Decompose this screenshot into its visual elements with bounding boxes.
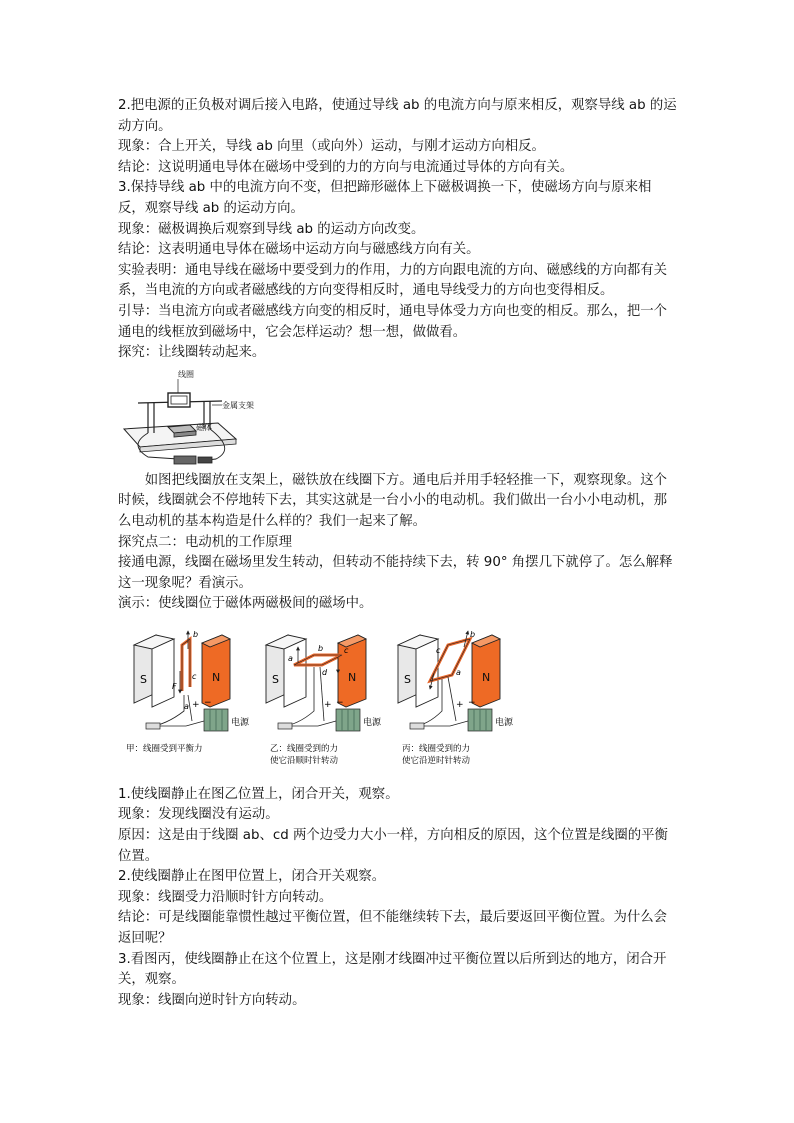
bracket-label: 金属支架 (222, 400, 254, 410)
magnet-label: 磁体 (196, 422, 212, 432)
para-step2: 2.把电源的正负极对调后接入电路，使通过导线 ab 的电流方向与原来相反，观察导线 ab 的运动方向。 (118, 98, 677, 134)
label-F-jia: F (172, 681, 177, 691)
para-step3-bing: 3.看图丙，使线圈静止在这个位置上，这是刚才线圈冲过平衡位置以后所到达的地方，闭合开关，观察。 (118, 951, 667, 988)
para-power-on: 接通电源，线圈在磁场里发生转动，但转动不能持续下去，转 90° 角摆几下就停了。怎么解释这一现象呢？看演示。 (118, 555, 673, 591)
caption-yi-line2: 使它沿顺时针转动 (270, 755, 339, 766)
pole-n-bing: N (482, 670, 491, 684)
plus-jia: + (192, 699, 200, 710)
label-c-jia: c (192, 671, 197, 681)
coil-bracket-figure (118, 367, 254, 469)
para-conclusion-2: 结论：这表明通电导体在磁场中运动方向与磁感线方向有关。 (118, 242, 480, 258)
motor-principle-figure (126, 625, 514, 775)
caption-jia: 甲：线圈受到平衡力 (126, 743, 203, 754)
para-phenomenon-1: 现象：合上开关，导线 ab 向里（或向外）运动，与刚才运动方向相反。 (118, 139, 545, 155)
para-explore: 探究：让线圈转动起来。 (118, 345, 266, 361)
para-phenomenon-4: 现象：线圈受力沿顺时针方向转动。 (118, 889, 333, 905)
para-coil-experiment: 如图把线圈放在支架上，磁铁放在线圈下方。通电后并用手轻轻推一下，观察现象。这个时候，线圈就会不停地转下去，其实这就是一台小小的电动机。我们做出一台小小电动机，那么电动机的基本构造是什么样的？我们一起来了解。 (118, 472, 668, 529)
panel-yi (266, 635, 382, 766)
label-a-jia: a (184, 701, 189, 711)
label-a-yi: a (288, 653, 293, 663)
para-step1-yi: 1.使线圈静止在图乙位置上，闭合开关，观察。 (118, 786, 399, 802)
power-label-bing: 电源 (495, 717, 514, 728)
minus-jia: − (204, 697, 212, 708)
power-label-yi: 电源 (363, 717, 382, 728)
pole-s-bing: S (404, 672, 411, 686)
para-guide: 引导：当电流方向或者磁感线方向变的相反时，通电导体受力方向也变的相反。那么，把一个通电的线框放到磁场中，它会怎样运动？想一想，做做看。 (118, 303, 668, 340)
label-c-yi: c (344, 645, 349, 655)
para-phenomenon-2: 现象：磁极调换后观察到导线 ab 的运动方向改变。 (118, 221, 425, 237)
pole-s-yi: S (272, 672, 279, 686)
para-step3: 3.保持导线 ab 中的电流方向不变，但把蹄形磁体上下磁极调换一下，使磁场方向与原来相反，观察导线 ab 的运动方向。 (118, 180, 652, 216)
coil-label: 线圈 (178, 369, 194, 379)
panel-bing (398, 630, 514, 766)
minus-bing: − (468, 697, 476, 708)
para-experiment-result: 实验表明：通电导线在磁场中要受到力的作用，力的方向跟电流的方向、磁感线的方向都有关系，当电流的方向或者磁感线的方向变得相反时，通电导线受力的方向也变得相反。 (118, 262, 668, 299)
caption-yi-line1: 乙：线圈受到的力 (270, 743, 339, 754)
document-page (118, 96, 678, 1011)
label-b-yi: b (318, 643, 324, 653)
label-b-bing: b (470, 629, 476, 639)
label-b-jia: b (193, 629, 199, 639)
para-reason: 原因：这是由于线圈 ab、cd 两个边受力大小一样，方向相反的原因，这个位置是线圈的平衡位置。 (118, 828, 668, 864)
label-d-yi: d (322, 667, 328, 677)
pole-n-jia: N (212, 670, 221, 684)
plus-yi: + (324, 699, 332, 710)
panel-jia (126, 630, 250, 754)
para-phenomenon-5: 现象：线圈向逆时针方向转动。 (118, 992, 306, 1008)
section-heading-motor-principle: 探究点二：电动机的工作原理 (118, 534, 293, 550)
caption-bing-line2: 使它沿逆时针转动 (402, 755, 471, 766)
para-conclusion-1: 结论：这说明通电导体在磁场中受到的力的方向与电流通过导体的方向有关。 (118, 159, 574, 175)
caption-bing-line1: 丙：线圈受到的力 (402, 743, 471, 754)
motor-principle-illustration (126, 625, 514, 775)
pole-s-jia: S (140, 672, 147, 686)
para-conclusion-3: 结论：可是线圈能靠惯性越过平衡位置，但不能继续转下去，最后要返回平衡位置。为什么会返回呢？ (118, 910, 668, 947)
coil-bracket-illustration (118, 367, 254, 469)
power-label-jia: 电源 (231, 717, 250, 728)
label-c-bing: c (436, 645, 441, 655)
label-a-bing: a (456, 667, 461, 677)
minus-yi: − (336, 697, 344, 708)
plus-bing: + (456, 699, 464, 710)
para-demo: 演示：使线圈位于磁体两磁极间的磁场中。 (118, 596, 373, 612)
para-step2-jia: 2.使线圈静止在图甲位置上，闭合开关观察。 (118, 869, 386, 885)
para-phenomenon-3: 现象：发现线圈没有运动。 (118, 807, 279, 823)
pole-n-yi: N (348, 670, 357, 684)
